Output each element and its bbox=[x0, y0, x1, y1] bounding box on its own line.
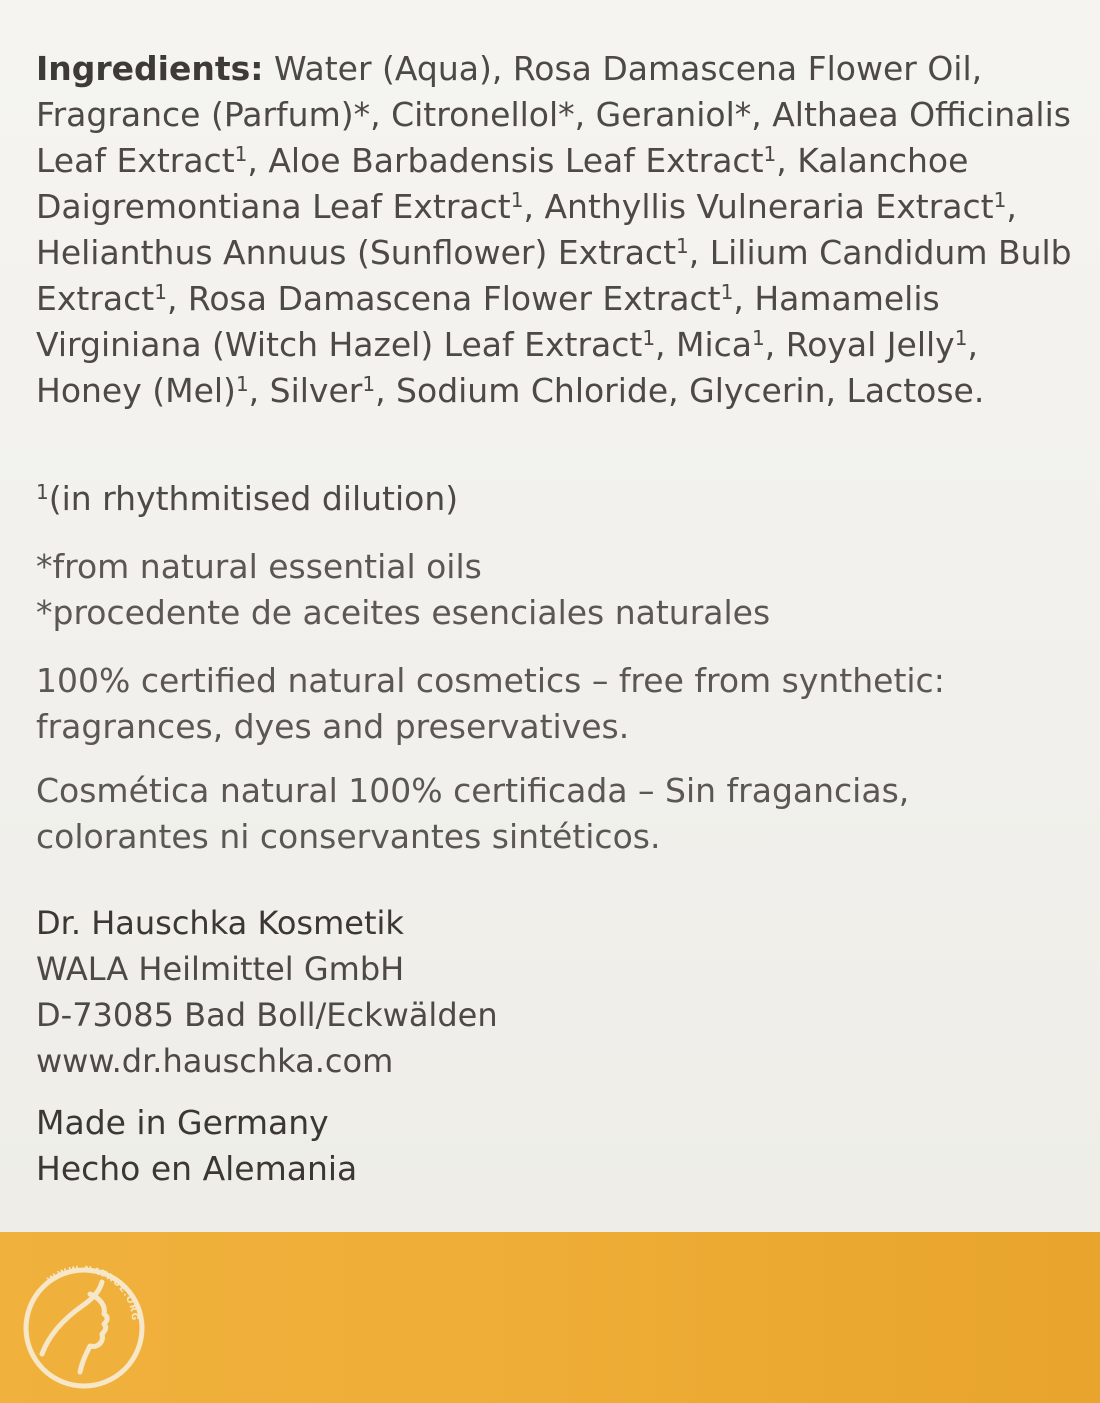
certified-en-line: fragrances, dyes and preservatives. bbox=[36, 707, 630, 746]
ingredient-text: , Kalanchoe Daigremontiana Leaf Extract bbox=[36, 141, 969, 226]
natrue-seal-icon bbox=[20, 1262, 150, 1392]
footnote-marker: 1 bbox=[362, 372, 376, 396]
footnote-marker: 1 bbox=[676, 234, 689, 258]
footnote-marker: 1 bbox=[510, 188, 524, 212]
footnote-marker: 1 bbox=[235, 372, 249, 396]
certified-note-en bbox=[36, 658, 1076, 750]
company-address bbox=[36, 900, 1076, 1084]
ingredients-label: Ingredients: bbox=[36, 49, 264, 88]
essential-oils-en: *from natural essential oils bbox=[36, 547, 482, 586]
origin-note bbox=[36, 1100, 1076, 1192]
ingredient-text: , Lilium Candidum Bulb Extract bbox=[36, 233, 1072, 318]
ingredient-text: , Mica bbox=[655, 325, 753, 364]
made-in-en: Made in Germany bbox=[36, 1103, 329, 1142]
dilution-footnote bbox=[36, 476, 1076, 522]
footnote-marker: 1 bbox=[752, 326, 765, 350]
footnote-marker: 1 bbox=[234, 142, 248, 166]
seal-text: WWW.NATRUE.ORG bbox=[45, 1265, 140, 1322]
ingredient-text: , Hamamelis Virginiana (Witch Hazel) Leaf Extract bbox=[36, 279, 940, 364]
essential-oils-es: *procedente de aceites esenciales naturales bbox=[36, 593, 771, 632]
footnote-marker: 1 bbox=[154, 280, 167, 304]
made-in-es: Hecho en Alemania bbox=[36, 1149, 358, 1188]
certified-es-line: colorantes ni conservantes sintéticos. bbox=[36, 817, 661, 856]
ingredient-text: , Aloe Barbadensis Leaf Extract bbox=[247, 141, 764, 180]
ingredient-text: , Sodium Chloride, Glycerin, Lactose. bbox=[375, 371, 985, 410]
footnote-marker: 1 bbox=[642, 326, 656, 350]
footnote-marker: 1 bbox=[954, 326, 968, 350]
ingredient-text: Water (Aqua), Rosa Damascena Flower Oil, Fragrance (Parfum)*, Citronellol*, Geraniol*, Althaea Officinalis Leaf Extract bbox=[36, 49, 1071, 180]
ingredient-text: , Silver bbox=[248, 371, 363, 410]
ingredients-list bbox=[36, 46, 1076, 414]
certified-en-line: 100% certified natural cosmetics – free from synthetic: bbox=[36, 661, 945, 700]
company-name: WALA Heilmittel GmbH bbox=[36, 950, 405, 988]
company-street: D-73085 Bad Boll/Eckwälden bbox=[36, 996, 498, 1034]
ingredient-text: , Royal Jelly bbox=[764, 325, 955, 364]
footnote-marker: 1 bbox=[36, 480, 49, 504]
footnote-marker: 1 bbox=[763, 142, 777, 166]
footnote-marker: 1 bbox=[720, 280, 734, 304]
company-brand: Dr. Hauschka Kosmetik bbox=[36, 904, 404, 942]
essential-oils-note bbox=[36, 544, 1076, 636]
company-website: www.dr.hauschka.com bbox=[36, 1042, 394, 1080]
dilution-footnote-text: (in rhythmitised dilution) bbox=[48, 479, 459, 518]
footnote-marker: 1 bbox=[993, 188, 1007, 212]
certified-note-es bbox=[36, 768, 1076, 860]
ingredient-text: , Honey (Mel) bbox=[36, 325, 978, 410]
ingredient-text: , Anthyllis Vulneraria Extract bbox=[523, 187, 994, 226]
orange-band bbox=[0, 1232, 1100, 1403]
certified-es-line: Cosmética natural 100% certificada – Sin fragancias, bbox=[36, 771, 910, 810]
ingredient-text: , Rosa Damascena Flower Extract bbox=[166, 279, 721, 318]
ingredient-text: , Helianthus Annuus (Sunflower) Extract bbox=[36, 187, 1017, 272]
